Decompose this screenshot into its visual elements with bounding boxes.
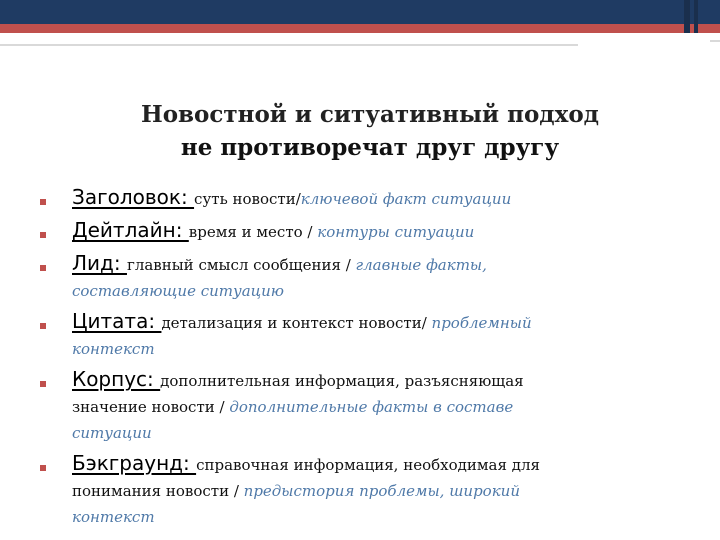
bullet-icon — [40, 465, 46, 471]
item-text-cont: понимания новости / — [72, 482, 244, 500]
bullet-icon — [40, 199, 46, 205]
list-item-headline — [40, 184, 700, 212]
bullet-icon — [40, 381, 46, 387]
item-italic-cont: ситуации — [72, 424, 152, 442]
divider-line-right — [710, 40, 720, 42]
item-italic-cont: контекст — [72, 340, 155, 358]
item-text: дополнительная информация, разъясняющая — [160, 372, 524, 390]
item-label: Цитата: — [72, 309, 162, 333]
bullet-list — [40, 184, 700, 530]
list-item-lead — [40, 250, 700, 304]
corner-stripe — [684, 0, 690, 33]
item-label: Корпус: — [72, 367, 161, 391]
item-italic: ключевой факт ситуации — [300, 190, 512, 208]
item-italic-cont: контекст — [72, 508, 155, 526]
item-italic: проблемный — [431, 314, 532, 332]
item-text: справочная информация, необходимая для — [196, 456, 540, 474]
list-item-body — [40, 366, 700, 446]
slide-title — [60, 98, 680, 164]
item-italic: главные факты, — [355, 256, 487, 274]
item-label: Дейтлайн: — [72, 218, 189, 242]
title-line-2: не противоречат друг другу — [180, 134, 560, 161]
divider-line — [0, 44, 578, 46]
item-italic: контуры ситуации — [317, 223, 475, 241]
item-label: Бэкграунд: — [72, 451, 197, 475]
item-text: время и место / — [188, 223, 318, 241]
item-italic: дополнительные факты в составе — [229, 398, 514, 416]
item-text-cont: значение новости / — [72, 398, 230, 416]
bullet-icon — [40, 265, 46, 271]
list-item-quote — [40, 308, 700, 362]
item-italic-cont: составляющие ситуацию — [72, 282, 284, 300]
item-text: суть новости/ — [194, 190, 301, 208]
item-italic: предыстория проблемы, широкий — [243, 482, 520, 500]
bullet-icon — [40, 232, 46, 238]
item-label: Заголовок: — [72, 185, 195, 209]
item-text: главный смысл сообщения / — [126, 256, 356, 274]
corner-stripe-2 — [694, 0, 698, 33]
accent-bar — [0, 24, 720, 33]
list-item-background — [40, 450, 700, 530]
item-text: детализация и контекст новости/ — [161, 314, 432, 332]
title-line-1: Новостной и ситуативный подход — [140, 101, 600, 128]
item-label: Лид: — [72, 251, 127, 275]
bullet-icon — [40, 323, 46, 329]
list-item-dateline — [40, 217, 700, 245]
header-bar — [0, 0, 720, 24]
